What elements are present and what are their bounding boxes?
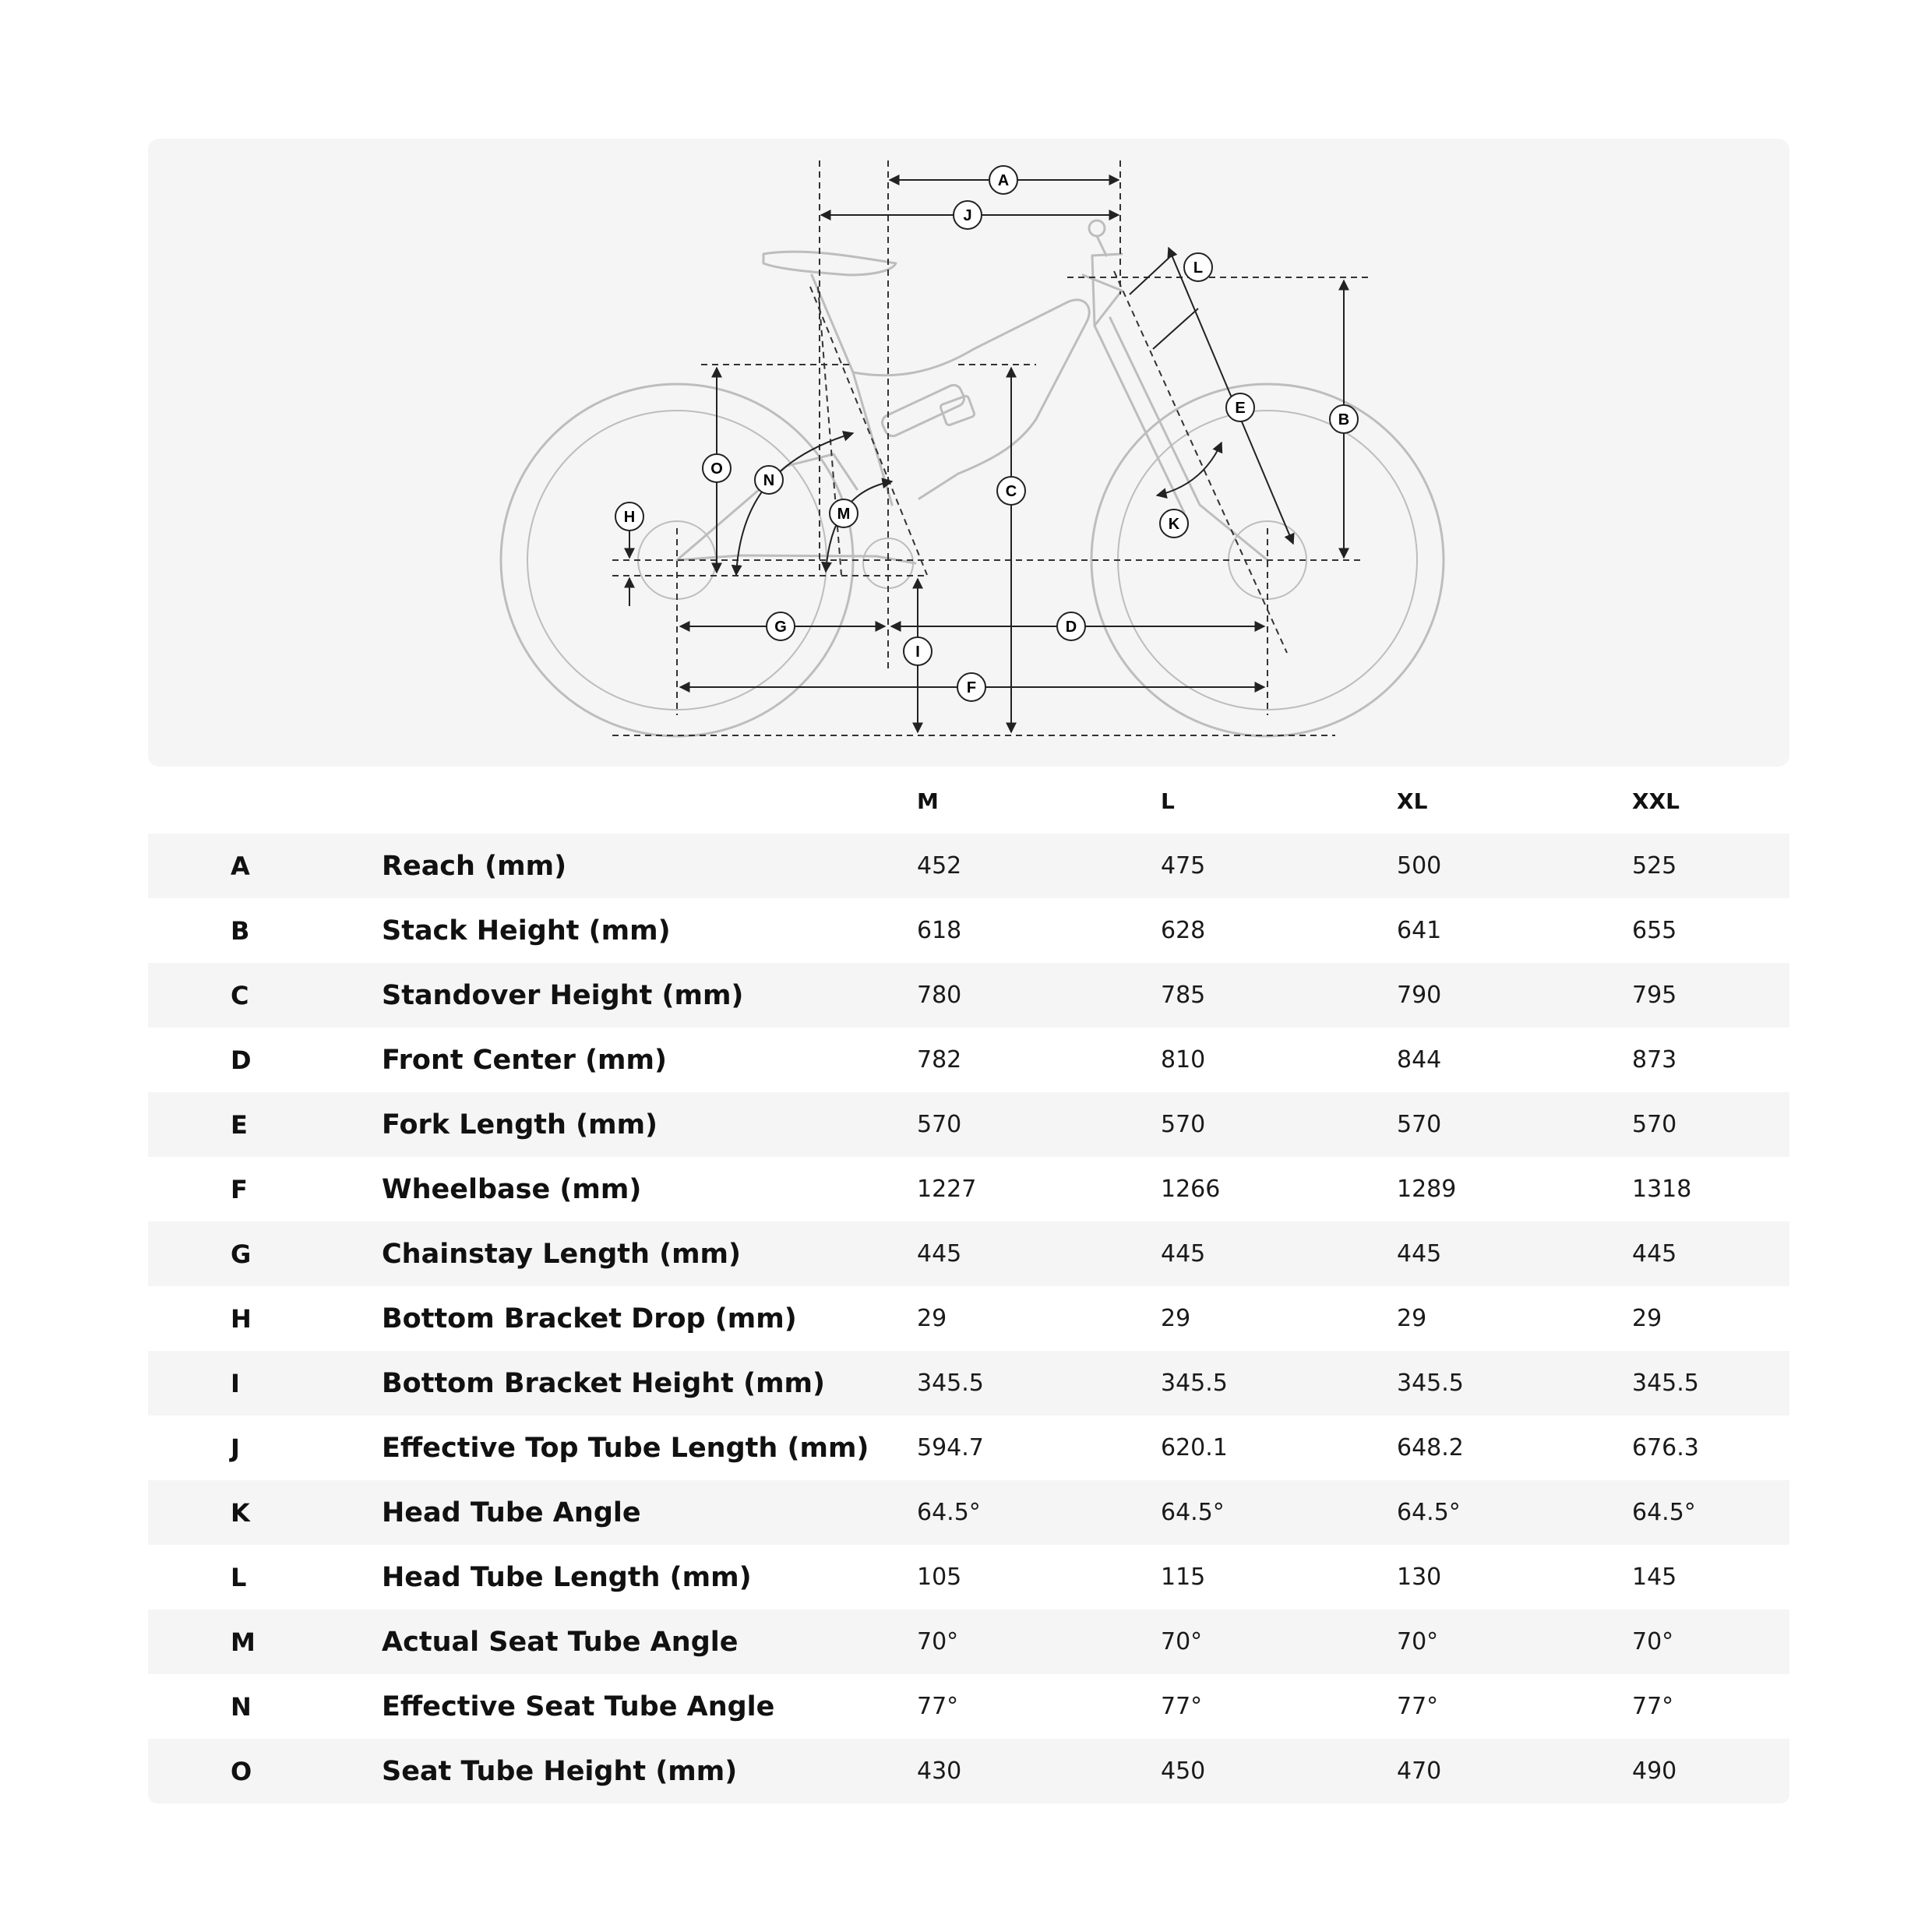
- row-value-size-2: 130: [1397, 1564, 1442, 1591]
- table-row: [148, 1222, 1789, 1286]
- fork-lower: [1110, 318, 1267, 560]
- row-measurement-name: Chainstay Length (mm): [382, 1238, 742, 1270]
- guide-steering-axis: [1114, 271, 1287, 653]
- callout-O: [703, 454, 731, 482]
- row-value-size-2: 790: [1397, 982, 1442, 1009]
- table-row: [148, 1028, 1789, 1092]
- dim-L-tick-top: [1130, 252, 1175, 294]
- callout-N: [755, 466, 783, 494]
- row-key: K: [231, 1497, 250, 1528]
- callout-H: [615, 502, 643, 531]
- svg-text:I: I: [915, 643, 920, 661]
- row-key: G: [231, 1239, 252, 1269]
- row-value-size-2: 641: [1397, 917, 1442, 944]
- table-row: [148, 898, 1789, 963]
- row-value-size-1: 1266: [1161, 1176, 1221, 1203]
- svg-text:A: A: [997, 172, 1010, 189]
- row-value-size-0: 618: [917, 917, 962, 944]
- svg-text:C: C: [1005, 483, 1017, 500]
- callout-B: [1330, 405, 1358, 433]
- table-body: [148, 834, 1789, 1803]
- row-value-size-3: 64.5°: [1632, 1499, 1696, 1526]
- row-value-size-1: 475: [1161, 852, 1206, 880]
- row-value-size-1: 77°: [1161, 1693, 1203, 1720]
- row-measurement-name: Wheelbase (mm): [382, 1173, 642, 1205]
- row-key: I: [231, 1368, 240, 1398]
- bar-end: [1089, 220, 1105, 236]
- row-value-size-3: 345.5: [1632, 1370, 1699, 1397]
- row-value-size-3: 570: [1632, 1111, 1677, 1138]
- row-measurement-name: Bottom Bracket Height (mm): [382, 1367, 826, 1399]
- row-value-size-2: 570: [1397, 1111, 1442, 1138]
- svg-text:J: J: [963, 207, 972, 224]
- bike-silhouette: [501, 220, 1444, 736]
- row-value-size-0: 345.5: [917, 1370, 984, 1397]
- callout-A: [989, 166, 1017, 194]
- table-header-row: [148, 768, 1789, 834]
- rear-shock: [880, 383, 967, 439]
- geometry-diagram-panel: [148, 139, 1789, 767]
- callout-G: [767, 612, 795, 640]
- row-value-size-3: 29: [1632, 1305, 1662, 1332]
- table-row: [148, 1286, 1789, 1351]
- row-value-size-0: 77°: [917, 1693, 959, 1720]
- row-key: H: [231, 1303, 252, 1334]
- table-row: [148, 1739, 1789, 1803]
- svg-text:H: H: [623, 509, 636, 526]
- row-value-size-3: 873: [1632, 1046, 1677, 1074]
- row-value-size-0: 452: [917, 852, 962, 880]
- row-value-size-0: 430: [917, 1757, 962, 1785]
- row-value-size-2: 648.2: [1397, 1434, 1464, 1461]
- size-header-l: L: [1161, 788, 1175, 814]
- row-value-size-0: 1227: [917, 1176, 977, 1203]
- row-value-size-0: 594.7: [917, 1434, 984, 1461]
- row-value-size-3: 70°: [1632, 1628, 1674, 1655]
- row-value-size-0: 29: [917, 1305, 947, 1332]
- row-measurement-name: Seat Tube Height (mm): [382, 1755, 738, 1787]
- row-value-size-0: 780: [917, 982, 962, 1009]
- row-measurement-name: Effective Top Tube Length (mm): [382, 1432, 869, 1464]
- svg-text:B: B: [1338, 411, 1350, 428]
- saddle: [763, 252, 896, 275]
- row-measurement-name: Stack Height (mm): [382, 915, 671, 947]
- row-value-size-2: 77°: [1397, 1693, 1439, 1720]
- row-value-size-1: 70°: [1161, 1628, 1203, 1655]
- row-value-size-0: 70°: [917, 1628, 959, 1655]
- row-value-size-0: 782: [917, 1046, 962, 1074]
- svg-text:K: K: [1168, 516, 1180, 533]
- svg-text:N: N: [763, 472, 775, 489]
- svg-text:O: O: [710, 460, 723, 478]
- row-key: F: [231, 1174, 248, 1204]
- row-value-size-2: 470: [1397, 1757, 1442, 1785]
- handlebar: [1097, 236, 1106, 256]
- shock-reservoir: [940, 395, 975, 425]
- row-value-size-1: 570: [1161, 1111, 1206, 1138]
- row-value-size-3: 655: [1632, 917, 1677, 944]
- callout-E: [1226, 393, 1254, 421]
- table-row: [148, 1609, 1789, 1674]
- table-row: [148, 963, 1789, 1028]
- row-value-size-2: 64.5°: [1397, 1499, 1461, 1526]
- row-value-size-0: 105: [917, 1564, 962, 1591]
- row-key: N: [231, 1691, 252, 1722]
- row-value-size-3: 490: [1632, 1757, 1677, 1785]
- row-value-size-1: 450: [1161, 1757, 1206, 1785]
- size-header-xl: XL: [1397, 788, 1428, 814]
- row-value-size-2: 1289: [1397, 1176, 1457, 1203]
- row-measurement-name: Effective Seat Tube Angle: [382, 1690, 775, 1722]
- table-row: [148, 1416, 1789, 1480]
- svg-text:L: L: [1193, 259, 1204, 277]
- row-value-size-1: 445: [1161, 1240, 1206, 1267]
- row-measurement-name: Bottom Bracket Drop (mm): [382, 1303, 797, 1334]
- dim-E: [1169, 248, 1293, 544]
- row-measurement-name: Head Tube Angle: [382, 1497, 641, 1528]
- callout-I: [904, 637, 932, 665]
- row-value-size-1: 115: [1161, 1564, 1206, 1591]
- row-value-size-1: 345.5: [1161, 1370, 1228, 1397]
- row-value-size-3: 445: [1632, 1240, 1677, 1267]
- row-value-size-1: 628: [1161, 917, 1206, 944]
- measurement-lines: [629, 180, 1344, 732]
- row-value-size-3: 145: [1632, 1564, 1677, 1591]
- svg-text:G: G: [774, 619, 787, 636]
- callout-L: [1184, 253, 1212, 281]
- guide-lines: [612, 160, 1370, 735]
- table-row: [148, 1674, 1789, 1739]
- row-key: L: [231, 1562, 247, 1592]
- row-measurement-name: Front Center (mm): [382, 1044, 667, 1076]
- guide-seat-axis: [810, 287, 927, 575]
- row-value-size-3: 795: [1632, 982, 1677, 1009]
- table-row: [148, 834, 1789, 898]
- callout-F: [957, 673, 985, 701]
- row-value-size-0: 445: [917, 1240, 962, 1267]
- row-key: B: [231, 915, 250, 946]
- callout-J: [954, 201, 982, 229]
- row-value-size-2: 844: [1397, 1046, 1442, 1074]
- svg-text:M: M: [837, 506, 851, 523]
- row-value-size-2: 500: [1397, 852, 1442, 880]
- table-row: [148, 1157, 1789, 1222]
- callout-M: [830, 499, 858, 527]
- geometry-table: [148, 768, 1789, 1803]
- row-value-size-2: 345.5: [1397, 1370, 1464, 1397]
- bike-geometry-diagram: [148, 139, 1789, 767]
- row-value-size-2: 445: [1397, 1240, 1442, 1267]
- row-value-size-3: 77°: [1632, 1693, 1674, 1720]
- row-key: A: [231, 851, 250, 881]
- svg-text:E: E: [1235, 400, 1246, 417]
- row-key: D: [231, 1045, 252, 1075]
- row-value-size-3: 525: [1632, 852, 1677, 880]
- row-value-size-1: 29: [1161, 1305, 1191, 1332]
- guide-seat-eff: [818, 287, 841, 575]
- svg-text:F: F: [966, 679, 977, 696]
- size-header-xxl: XXL: [1632, 788, 1680, 814]
- table-row: [148, 1480, 1789, 1545]
- svg-text:D: D: [1065, 619, 1077, 636]
- size-header-m: M: [917, 788, 939, 814]
- row-measurement-name: Standover Height (mm): [382, 979, 744, 1011]
- row-value-size-1: 620.1: [1161, 1434, 1228, 1461]
- row-value-size-3: 676.3: [1632, 1434, 1699, 1461]
- callout-D: [1057, 612, 1085, 640]
- row-key: J: [231, 1433, 240, 1463]
- row-value-size-3: 1318: [1632, 1176, 1692, 1203]
- row-key: E: [231, 1109, 248, 1140]
- row-value-size-1: 64.5°: [1161, 1499, 1225, 1526]
- table-row: [148, 1545, 1789, 1609]
- row-measurement-name: Fork Length (mm): [382, 1109, 658, 1141]
- table-row: [148, 1351, 1789, 1416]
- row-value-size-1: 785: [1161, 982, 1206, 1009]
- row-measurement-name: Actual Seat Tube Angle: [382, 1626, 739, 1658]
- row-value-size-2: 29: [1397, 1305, 1427, 1332]
- row-value-size-1: 810: [1161, 1046, 1206, 1074]
- callout-C: [997, 477, 1025, 505]
- row-value-size-2: 70°: [1397, 1628, 1439, 1655]
- row-measurement-name: Reach (mm): [382, 850, 567, 882]
- row-value-size-0: 570: [917, 1111, 962, 1138]
- callout-K: [1160, 509, 1188, 538]
- table-row: [148, 1092, 1789, 1157]
- row-key: C: [231, 980, 249, 1010]
- row-value-size-0: 64.5°: [917, 1499, 981, 1526]
- row-key: M: [231, 1627, 256, 1657]
- row-key: O: [231, 1756, 252, 1786]
- dim-L-tick-bottom: [1153, 308, 1198, 349]
- row-measurement-name: Head Tube Length (mm): [382, 1561, 752, 1593]
